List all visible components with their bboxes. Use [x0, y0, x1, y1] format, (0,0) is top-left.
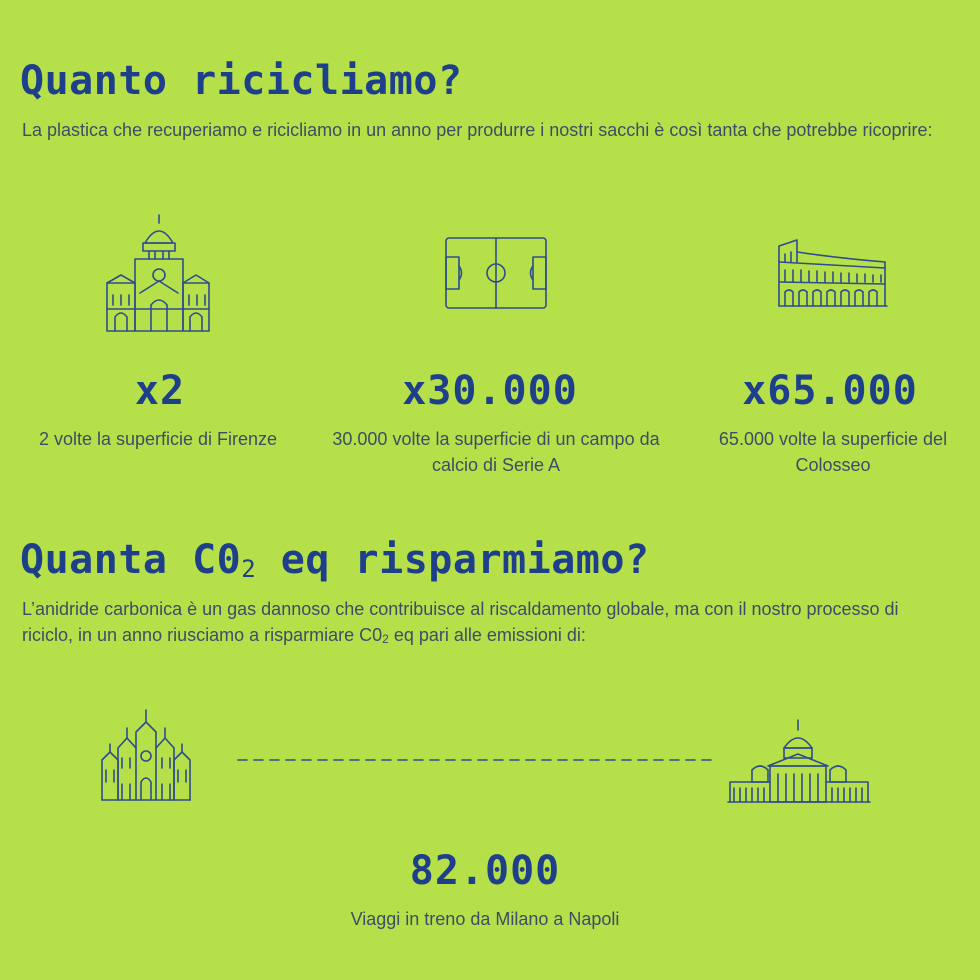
florence-cathedral-icon	[105, 213, 211, 333]
stat-caption: 65.000 volte la superficie del Colosseo	[718, 429, 948, 475]
section1-title: Quanto ricicliamo?	[20, 58, 463, 104]
stat-value: x65.000	[742, 368, 918, 414]
section1-intro: La plastica che recuperiamo e ricicliamo in un anno per produrre i nostri sacchi è così tanta che potrebbe ricoprire:	[22, 120, 933, 140]
milan-cathedral-icon	[100, 708, 192, 802]
dashed-connector	[238, 758, 718, 762]
football-field-icon	[445, 237, 547, 309]
section2-title: Quanta C02 eq risparmiamo?	[20, 537, 650, 583]
stat-caption: 30.000 volte la superficie di un campo da calcio di Serie A	[332, 429, 660, 475]
naples-basilica-icon	[728, 718, 870, 804]
trips-value: 82.000	[409, 848, 561, 894]
colosseum-icon	[777, 238, 889, 308]
stat-value: x30.000	[402, 368, 578, 414]
stat-caption: 2 volte la superficie di Firenze	[38, 429, 278, 449]
stat-value: x2	[134, 368, 186, 414]
trips-caption: Viaggi in treno da Milano a Napoli	[350, 909, 620, 929]
section2-intro: L’anidride carbonica è un gas dannoso che contribuisce al riscaldamento globale, ma con il nostro processo di riciclo, in un anno riusciamo a risparmiare C02 eq pari alle emissioni di:	[22, 599, 899, 646]
